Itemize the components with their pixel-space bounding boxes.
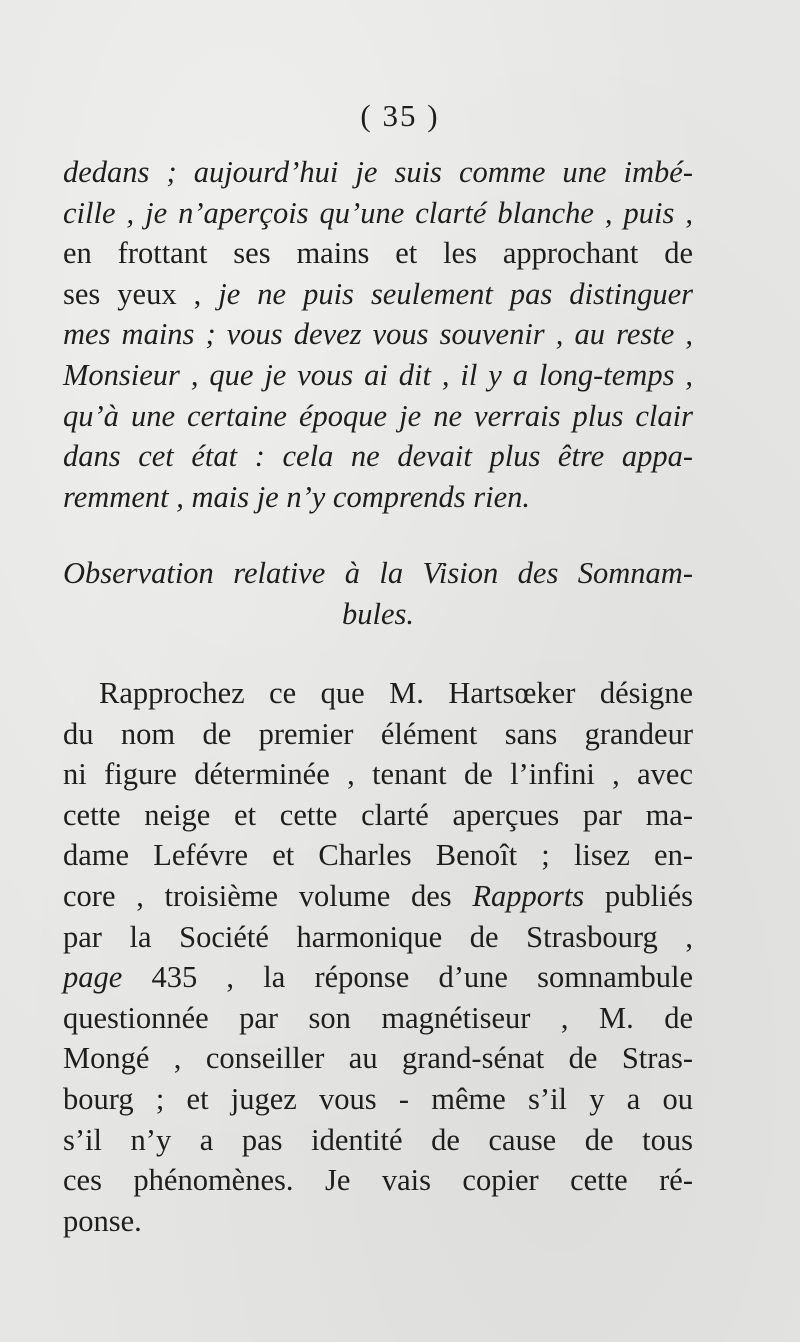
paragraph-2-line: page 435 , la réponse d’une somnambule	[63, 960, 693, 995]
heading-line: bules.	[341, 596, 414, 631]
paragraph-1-line: mes mains ; vous devez vous souvenir , au reste ,	[63, 317, 693, 352]
paragraph-2-line: questionnée par son magnétiseur , M. de	[63, 1000, 693, 1035]
paragraph-2-line: ces phénomènes. Je vais copier cette ré-	[63, 1163, 693, 1198]
paragraph-1-line: ses yeux , je ne puis seulement pas distinguer	[63, 276, 693, 311]
paragraph-1-line: Monsieur , que je vous ai dit , il y a long-temps ,	[63, 357, 693, 392]
paragraph-2-line: bourg ; et jugez vous - même s’il y a ou	[63, 1081, 693, 1116]
paragraph-1-line: en frottant ses mains et les approchant de	[63, 236, 693, 271]
paragraph-2-line: ponse.	[63, 1203, 142, 1238]
paragraph-2-line: cette neige et cette clarté aperçues par ma-	[63, 797, 693, 832]
heading-line: Observation relative à la Vision des Somnam-	[63, 556, 693, 590]
paragraph-2-line: s’il n’y a pas identité de cause de tous	[63, 1122, 693, 1157]
section-heading	[63, 553, 693, 634]
paragraph-1-line: dans cet état : cela ne devait plus être appa-	[63, 439, 693, 474]
paragraph-1-line: qu’à une certaine époque je ne verrais plus clair	[63, 398, 693, 433]
paragraph-1	[63, 152, 693, 517]
paragraph-2-line: du nom de premier élément sans grandeur	[63, 716, 693, 751]
paragraph-1-line: dedans ; aujourd’hui je suis comme une imbé-	[63, 155, 693, 189]
paragraph-2-line: par la Société harmonique de Strasbourg ,	[63, 919, 693, 954]
paragraph-2-line: Rapprochez ce que M. Hartsœker désigne	[99, 676, 693, 710]
paragraph-2-line: Mongé , conseiller au grand-sénat de Stras-	[63, 1041, 693, 1076]
paragraph-2	[63, 673, 693, 1241]
page-number: ( 35 )	[360, 98, 440, 133]
paragraph-2-line: dame Lefévre et Charles Benoît ; lisez en-	[63, 838, 693, 873]
paragraph-2-line: core , troisième volume des Rapports publiés	[63, 878, 693, 913]
paragraph-2-line: ni figure déterminée , tenant de l’infini , avec	[63, 757, 693, 792]
paragraph-1-line: cille , je n’aperçois qu’une clarté blanche , puis ,	[63, 195, 693, 230]
paragraph-1-line: remment , mais je n’y comprends rien.	[63, 479, 531, 514]
